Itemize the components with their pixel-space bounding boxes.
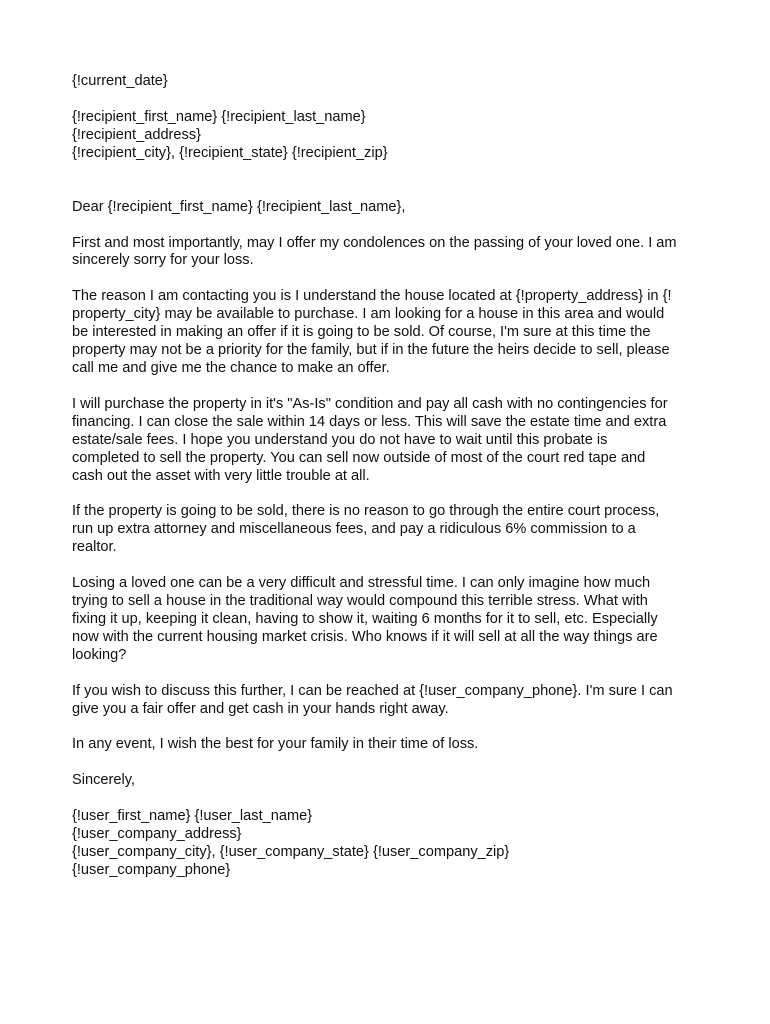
paragraph-court-process [72, 503, 702, 557]
paragraph-line: realtor. [72, 539, 117, 556]
paragraph-line: property_city} may be available to purchase. I am looking for a house in this area and would [72, 306, 665, 323]
spacer [72, 754, 702, 772]
paragraph-reason [72, 288, 702, 378]
spacer [72, 485, 702, 503]
paragraph-line: looking? [72, 646, 127, 663]
spacer [72, 718, 702, 736]
spacer [72, 557, 702, 575]
paragraph-line: estate/sale fees. I hope you understand you do not have to wait until this probate is [72, 431, 608, 448]
paragraph-line: run up extra attorney and miscellaneous fees, and pay a ridiculous 6% commission to a [72, 521, 636, 538]
paragraph-line: fixing it up, keeping it clean, having to show it, waiting 6 months for it to sell, etc. Especially [72, 610, 658, 627]
signature-city-state-zip: {!user_company_city}, {!user_company_state} {!user_company_zip} [72, 844, 510, 861]
paragraph-line: call me and give me the chance to make an offer. [72, 359, 390, 376]
signature-block [72, 808, 702, 880]
paragraph-line: financing. I can close the sale within 14 days or less. This will save the estate time and extra [72, 413, 667, 430]
paragraph-line: give you a fair offer and get cash in your hands right away. [72, 700, 449, 717]
letter-page [72, 73, 702, 880]
paragraph-offer [72, 396, 702, 486]
paragraph-best-wishes [72, 736, 702, 754]
signature-name: {!user_first_name} {!user_last_name} [72, 808, 313, 825]
paragraph-line: I will purchase the property in it's "As-Is" condition and pay all cash with no contingencies for [72, 395, 668, 412]
recipient-city-state-zip: {!recipient_city}, {!recipient_state} {!recipient_zip} [72, 144, 388, 161]
recipient-address-block [72, 109, 702, 163]
spacer [72, 163, 702, 199]
paragraph-condolences [72, 235, 702, 271]
paragraph-line: property may not be a priority for the family, but if in the future the heirs decide to sell, please [72, 342, 670, 359]
paragraph-stress [72, 575, 702, 665]
paragraph-line: cash out the asset with very little trouble at all. [72, 467, 370, 484]
spacer [72, 91, 702, 109]
spacer [72, 790, 702, 808]
recipient-name: {!recipient_first_name} {!recipient_last_name} [72, 108, 366, 125]
paragraph-line: If you wish to discuss this further, I can be reached at {!user_company_phone}. I'm sure I can [72, 682, 673, 699]
letter-date: {!current_date} [72, 73, 168, 89]
paragraph-line: First and most importantly, may I offer my condolences on the passing of your loved one. I am [72, 234, 677, 251]
salutation: Dear {!recipient_first_name} {!recipient_last_name}, [72, 198, 406, 215]
paragraph-line: now with the current housing market crisis. Who knows if it will sell at all the way things are [72, 628, 658, 645]
closing: Sincerely, [72, 772, 135, 789]
spacer [72, 665, 702, 683]
paragraph-line: completed to sell the property. You can sell now outside of most of the court red tape and [72, 449, 646, 466]
signature-phone: {!user_company_phone} [72, 862, 231, 878]
paragraph-line: trying to sell a house in the traditional way would compound this terrible stress. What with [72, 593, 648, 610]
paragraph-contact [72, 683, 702, 719]
paragraph-line: In any event, I wish the best for your family in their time of loss. [72, 736, 479, 753]
signature-address: {!user_company_address} [72, 826, 242, 843]
paragraph-line: be interested in making an offer if it is going to be sold. Of course, I'm sure at this time the [72, 324, 651, 341]
spacer [72, 270, 702, 288]
recipient-address: {!recipient_address} [72, 126, 201, 143]
spacer [72, 378, 702, 396]
paragraph-line: sincerely sorry for your loss. [72, 252, 254, 269]
paragraph-line: If the property is going to be sold, there is no reason to go through the entire court process, [72, 503, 660, 520]
spacer [72, 217, 702, 235]
paragraph-line: Losing a loved one can be a very difficult and stressful time. I can only imagine how much [72, 575, 651, 592]
paragraph-line: The reason I am contacting you is I understand the house located at {!property_address} in {! [72, 288, 672, 305]
